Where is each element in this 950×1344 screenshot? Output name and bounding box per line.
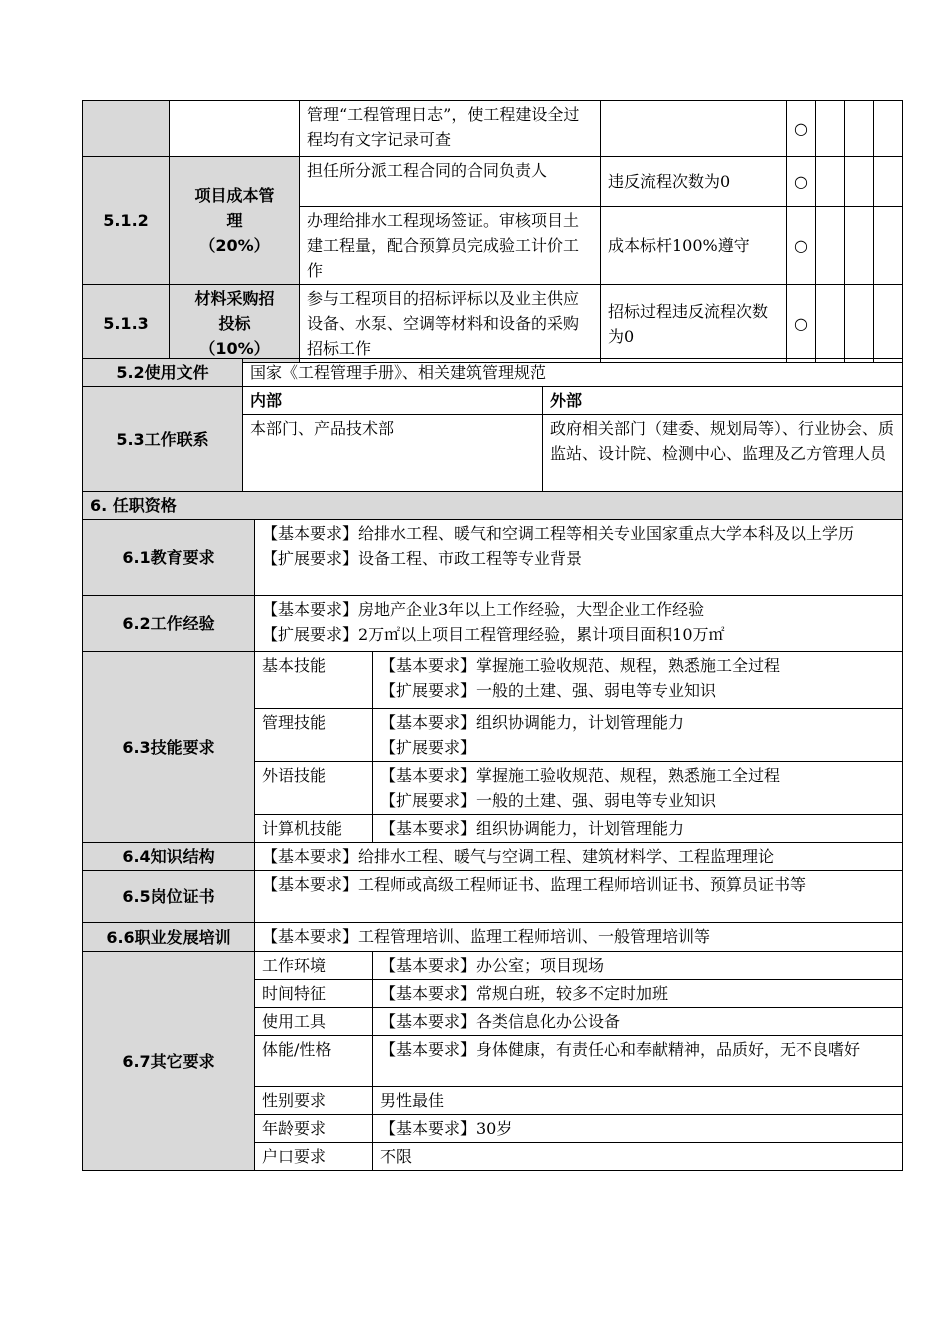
basic-requirement: 【基本要求】掌握施工验收规范、规程，熟悉施工全过程 [380,656,781,675]
work-relations-table [82,358,903,493]
row-code [83,101,170,157]
skill-value [373,709,903,762]
skill-value [373,762,903,815]
section-value [255,871,903,923]
category-line: （20%） [199,236,270,255]
section-label: 5.3工作联系 [83,387,243,493]
table-row [83,520,903,596]
requirement-text: 工程师或高级工程师证书、监理工程师培训证书、预算员证书等 [358,875,807,894]
table-row [83,596,903,652]
table-row [83,843,903,871]
section-label: 6.5岗位证书 [83,871,255,923]
empty-cell [816,285,845,363]
task-mark: ○ [787,285,816,363]
category-line: 材料采购招 [194,289,275,308]
task-mark: ○ [787,101,816,157]
section-value [255,520,903,596]
task-mark: ○ [787,157,816,207]
table-row [83,492,903,520]
table-row [83,952,903,980]
section-value [255,596,903,652]
empty-cell [874,157,903,207]
empty-cell [816,207,845,285]
table-row [83,359,903,387]
skill-name: 计算机技能 [255,815,373,843]
table-row [83,923,903,952]
other-value: 【基本要求】各类信息化办公设备 [373,1008,903,1036]
task-kpi: 违反流程次数为0 [601,157,787,207]
basic-requirement: 【基本要求】掌握施工验收规范、规程，熟悉施工全过程 [380,766,781,785]
table-row [83,387,903,415]
other-value: 【基本要求】30岁 [373,1115,903,1143]
task-kpi [601,101,787,157]
other-name: 体能/性格 [255,1036,373,1087]
task-mark: ○ [787,207,816,285]
section-label: 6.7其它要求 [83,952,255,1171]
empty-cell [816,101,845,157]
section-label: 6.3技能要求 [83,652,255,843]
table-row [83,871,903,923]
table-row [83,157,903,207]
section-title: 6. 任职资格 [83,492,903,520]
skill-value [373,815,903,843]
internal-value: 本部门、产品技术部 [243,415,543,493]
row-category [170,285,300,363]
basic-requirement: 【基本要求】组织协调能力，计划管理能力 [380,713,685,732]
responsibility-table [82,100,903,363]
empty-cell [816,157,845,207]
category-line: 投标 [218,314,251,333]
section-label: 6.6职业发展培训 [83,923,255,952]
extended-requirement: 【扩展要求】设备工程、市政工程等专业背景 [262,549,583,568]
section-label: 6.1教育要求 [83,520,255,596]
section-label: 5.2使用文件 [83,359,243,387]
task-kpi: 成本标杆100%遵守 [601,207,787,285]
extended-requirement: 【扩展要求】一般的土建、强、弱电等专业知识 [380,791,717,810]
task-kpi: 招标过程违反流程次数为0 [601,285,787,363]
section-value: 【基本要求】工程管理培训、监理工程师培训、一般管理培训等 [255,923,903,952]
row-category [170,101,300,157]
other-name: 工作环境 [255,952,373,980]
empty-cell [874,207,903,285]
extended-requirement: 【扩展要求】2万㎡以上项目工程管理经验，累计项目面积10万㎡ [262,625,725,644]
other-name: 时间特征 [255,980,373,1008]
task-text: 担任所分派工程合同的合同负责人 [300,157,601,207]
skill-name: 基本技能 [255,652,373,709]
extended-requirement: 【扩展要求】一般的土建、强、弱电等专业知识 [380,681,717,700]
empty-cell [845,207,874,285]
other-value: 【基本要求】常规白班，较多不定时加班 [373,980,903,1008]
section-value: 国家《工程管理手册》、相关建筑管理规范 [243,359,903,387]
skill-name: 管理技能 [255,709,373,762]
other-value: 【基本要求】身体健康，有责任心和奉献精神，品质好，无不良嗜好 [373,1036,903,1087]
category-line: （10%） [199,339,270,358]
category-line: 理 [226,211,243,230]
table-row [83,652,903,709]
task-text: 办理给排水工程现场签证。审核项目土建工程量，配合预算员完成验工计价工作 [300,207,601,285]
row-category [170,157,300,285]
table-row [83,101,903,157]
external-value: 政府相关部门（建委、规划局等）、行业协会、质监站、设计院、检测中心、监理及乙方管理人员 [543,415,903,493]
empty-cell [845,285,874,363]
basic-requirement: 【基本要求】给排水工程、暖气和空调工程等相关专业国家重点大学本科及以上学历 [262,524,855,543]
task-text: 管理“工程管理日志”，使工程建设全过程均有文字记录可查 [300,101,601,157]
requirement-prefix: 【基本要求】 [262,875,359,894]
basic-requirement: 【基本要求】房地产企业3年以上工作经验，大型企业工作经验 [262,600,705,619]
section-value: 【基本要求】给排水工程、暖气与空调工程、建筑材料学、工程监理理论 [255,843,903,871]
other-value: 不限 [373,1143,903,1171]
empty-cell [845,101,874,157]
skill-value [373,652,903,709]
qualification-table [82,491,903,1171]
external-header: 外部 [543,387,903,415]
other-name: 使用工具 [255,1008,373,1036]
other-value: 【基本要求】办公室；项目现场 [373,952,903,980]
section-label: 6.4知识结构 [83,843,255,871]
other-name: 年龄要求 [255,1115,373,1143]
row-code: 5.1.3 [83,285,170,363]
section-label: 6.2工作经验 [83,596,255,652]
extended-requirement: 【扩展要求】 [380,738,477,757]
basic-requirement: 【基本要求】组织协调能力，计划管理能力 [380,819,685,838]
other-value: 男性最佳 [373,1087,903,1115]
row-code: 5.1.2 [83,157,170,285]
empty-cell [845,157,874,207]
other-name: 户口要求 [255,1143,373,1171]
skill-name: 外语技能 [255,762,373,815]
task-text: 参与工程项目的招标评标以及业主供应设备、水泵、空调等材料和设备的采购招标工作 [300,285,601,363]
other-name: 性别要求 [255,1087,373,1115]
internal-header: 内部 [243,387,543,415]
empty-cell [874,285,903,363]
category-line: 项目成本管 [194,186,275,205]
table-row [83,285,903,363]
empty-cell [874,101,903,157]
